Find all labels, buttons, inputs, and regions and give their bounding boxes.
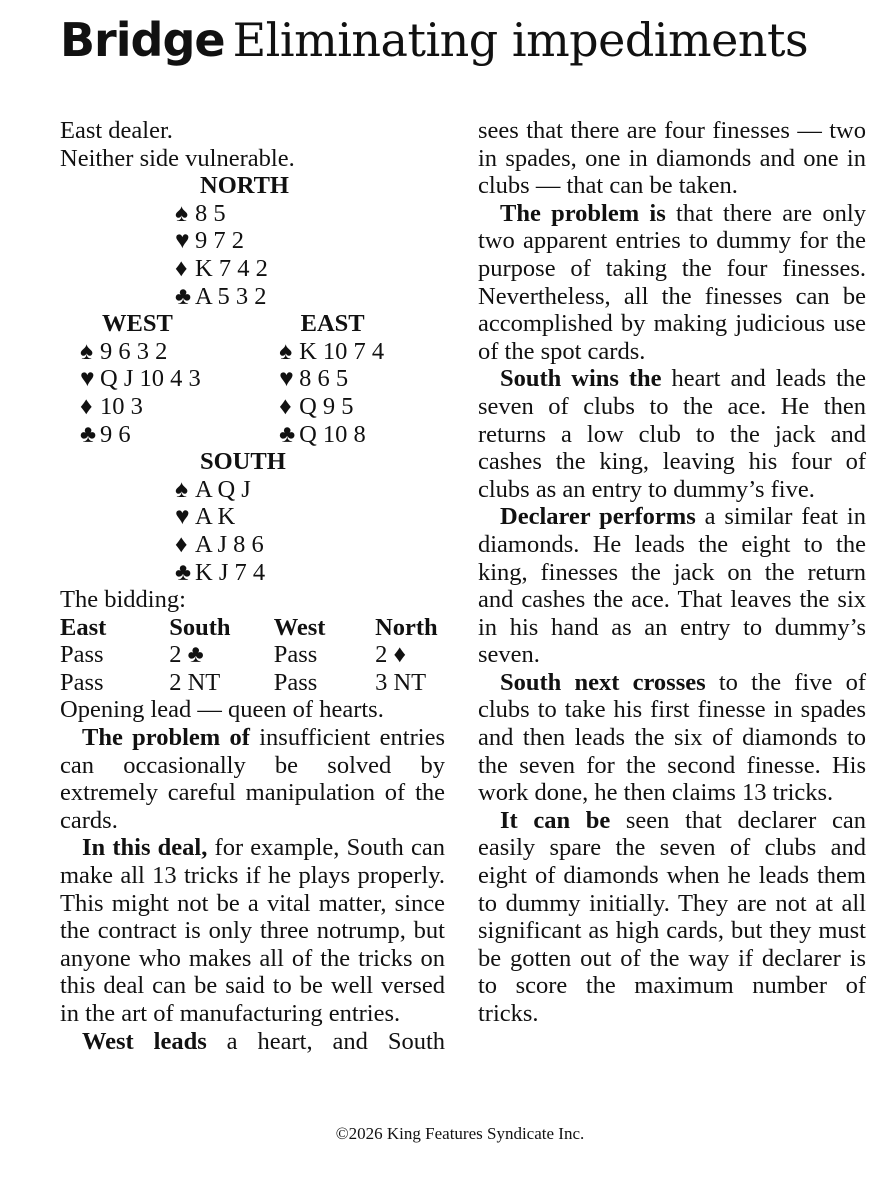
heart-icon: ♥ (175, 227, 190, 255)
paragraph-lead: The problem of (82, 724, 250, 752)
north-hand (60, 172, 445, 310)
paragraph-text: insufficient entries can occasionally be solved by extremely careful manipulation of the cards. (60, 724, 445, 834)
east-label: EAST (300, 310, 365, 338)
south-hearts: A K (195, 503, 236, 531)
club-icon: ♣ (175, 558, 192, 586)
paragraph-lead: Declarer performs (500, 503, 696, 531)
headline: Eliminating impediments (232, 13, 809, 67)
article-paragraph (60, 1028, 445, 1056)
article-paragraph (478, 807, 866, 1028)
diamond-icon: ♦ (175, 254, 188, 282)
spade-icon: ♠ (175, 475, 189, 503)
article-paragraph (60, 834, 445, 1027)
diamond-icon: ♦ (279, 392, 292, 420)
bid: 3 NT (375, 668, 427, 696)
paragraph-text: for example, South can make all 13 tricks if he plays properly. This might not be a vital matter, since the contract is only three notrump, but anyone who makes all of the tricks on this deal can be said to be well versed in the art of manufacturing entries. (60, 834, 445, 1027)
vulnerability-line: Neither side vulnerable. (60, 144, 295, 172)
copyright-footer: ©2026 King Features Syndicate Inc. (335, 1124, 585, 1143)
spade-icon: ♠ (175, 199, 189, 227)
bid: Pass (273, 641, 318, 669)
south-hand (60, 448, 445, 586)
west-spades: 9 6 3 2 (100, 337, 168, 365)
paragraph-lead: In this deal, (82, 834, 208, 862)
paragraph-text: a similar feat in diamonds. He leads the eight to the king, finesses the jack on the return and cashes the ace. That leaves the six in his hand as an entry to dummy’s seven. (478, 503, 866, 669)
bid: 2 NT (169, 668, 221, 696)
opening-lead: Opening lead — queen of hearts. (60, 696, 384, 724)
heart-icon: ♥ (279, 365, 294, 393)
article-paragraph (478, 669, 866, 807)
bid: 2 ♣ (169, 641, 204, 669)
bid: Pass (60, 641, 104, 669)
bidding-label: The bidding: (60, 586, 186, 614)
south-label: SOUTH (200, 448, 286, 476)
east-hearts: 8 6 5 (299, 365, 349, 393)
article-paragraph (478, 117, 866, 200)
south-clubs: K J 7 4 (195, 558, 266, 586)
bid: Pass (60, 668, 104, 696)
east-spades: K 10 7 4 (299, 337, 385, 365)
paragraph-text: seen that declarer can easily spare the seven of clubs and eight of diamonds when he leads them to dummy initially. They are not at all significant as high cards, but they must be gotten out of the way if declarer is to score the maximum number of tricks. (478, 806, 866, 1027)
paragraph-text: that there are only two apparent entries to dummy for the purpose of taking the four finesses. Nevertheless, all the finesses can be accomplished by making judicious use of the spot cards. (478, 199, 866, 365)
diamond-icon: ♦ (175, 530, 188, 558)
west-hearts: Q J 10 4 3 (100, 365, 201, 393)
spade-icon: ♠ (279, 337, 293, 365)
left-column (60, 117, 445, 1055)
bidding-header: South (169, 613, 231, 641)
bidding-row (60, 641, 445, 669)
east-diamonds: Q 9 5 (299, 392, 354, 420)
bidding-header: West (273, 613, 326, 641)
west-diamonds: 10 3 (100, 392, 143, 420)
north-diamonds: K 7 4 2 (195, 254, 268, 282)
bid: Pass (273, 668, 318, 696)
article-paragraph (478, 365, 866, 503)
bidding-header: East (60, 613, 107, 641)
column-kicker: Bridge (60, 13, 225, 67)
paragraph-lead: The problem is (500, 199, 666, 227)
west-clubs: 9 6 (100, 420, 131, 448)
north-hearts: 9 7 2 (195, 227, 244, 255)
article-paragraph (60, 724, 445, 834)
club-icon: ♣ (279, 420, 296, 448)
bid: 2 ♦ (375, 641, 406, 669)
club-icon: ♣ (175, 282, 192, 310)
south-spades: A Q J (195, 475, 251, 503)
dealer-line: East dealer. (60, 117, 173, 144)
north-label: NORTH (200, 172, 289, 200)
paragraph-text: heart and leads the seven of clubs to the ace. He then returns a low club to the jack and cashes the king, leaving his four of clubs as an entry to dummy’s five. (478, 365, 867, 503)
bidding-header: North (375, 613, 438, 641)
paragraph-lead: South next crosses (500, 668, 706, 696)
bidding-table (60, 614, 445, 697)
paragraph-lead: It can be (500, 806, 611, 834)
heart-icon: ♥ (80, 365, 95, 393)
diamond-icon: ♦ (80, 392, 93, 420)
heart-icon: ♥ (175, 503, 190, 531)
bidding-row (60, 669, 445, 697)
paragraph-text: to the five of clubs to take his first finesse in spades and then leads the six of diamonds to the seven for the second finesse. His work done, he then claims 13 tricks. (478, 668, 866, 807)
north-clubs: A 5 3 2 (195, 282, 267, 310)
spade-icon: ♠ (80, 337, 94, 365)
paragraph-text: a heart, and South (206, 1027, 445, 1055)
article-paragraph (478, 503, 866, 669)
article-title (60, 14, 860, 67)
article-paragraph (478, 200, 866, 366)
right-column (478, 117, 866, 1028)
club-icon: ♣ (80, 420, 97, 448)
north-spades: 8 5 (195, 199, 226, 227)
paragraph-lead: West leads (82, 1027, 207, 1055)
south-diamonds: A J 8 6 (195, 530, 264, 558)
bidding-header-row (60, 614, 445, 642)
east-clubs: Q 10 8 (299, 420, 366, 448)
paragraph-lead: South wins the (500, 365, 662, 393)
west-east-hands (60, 310, 445, 448)
west-label: WEST (102, 310, 173, 338)
paragraph-text: sees that there are four finesses — two in spades, one in diamonds and one in clubs — that can be taken. (478, 117, 866, 200)
